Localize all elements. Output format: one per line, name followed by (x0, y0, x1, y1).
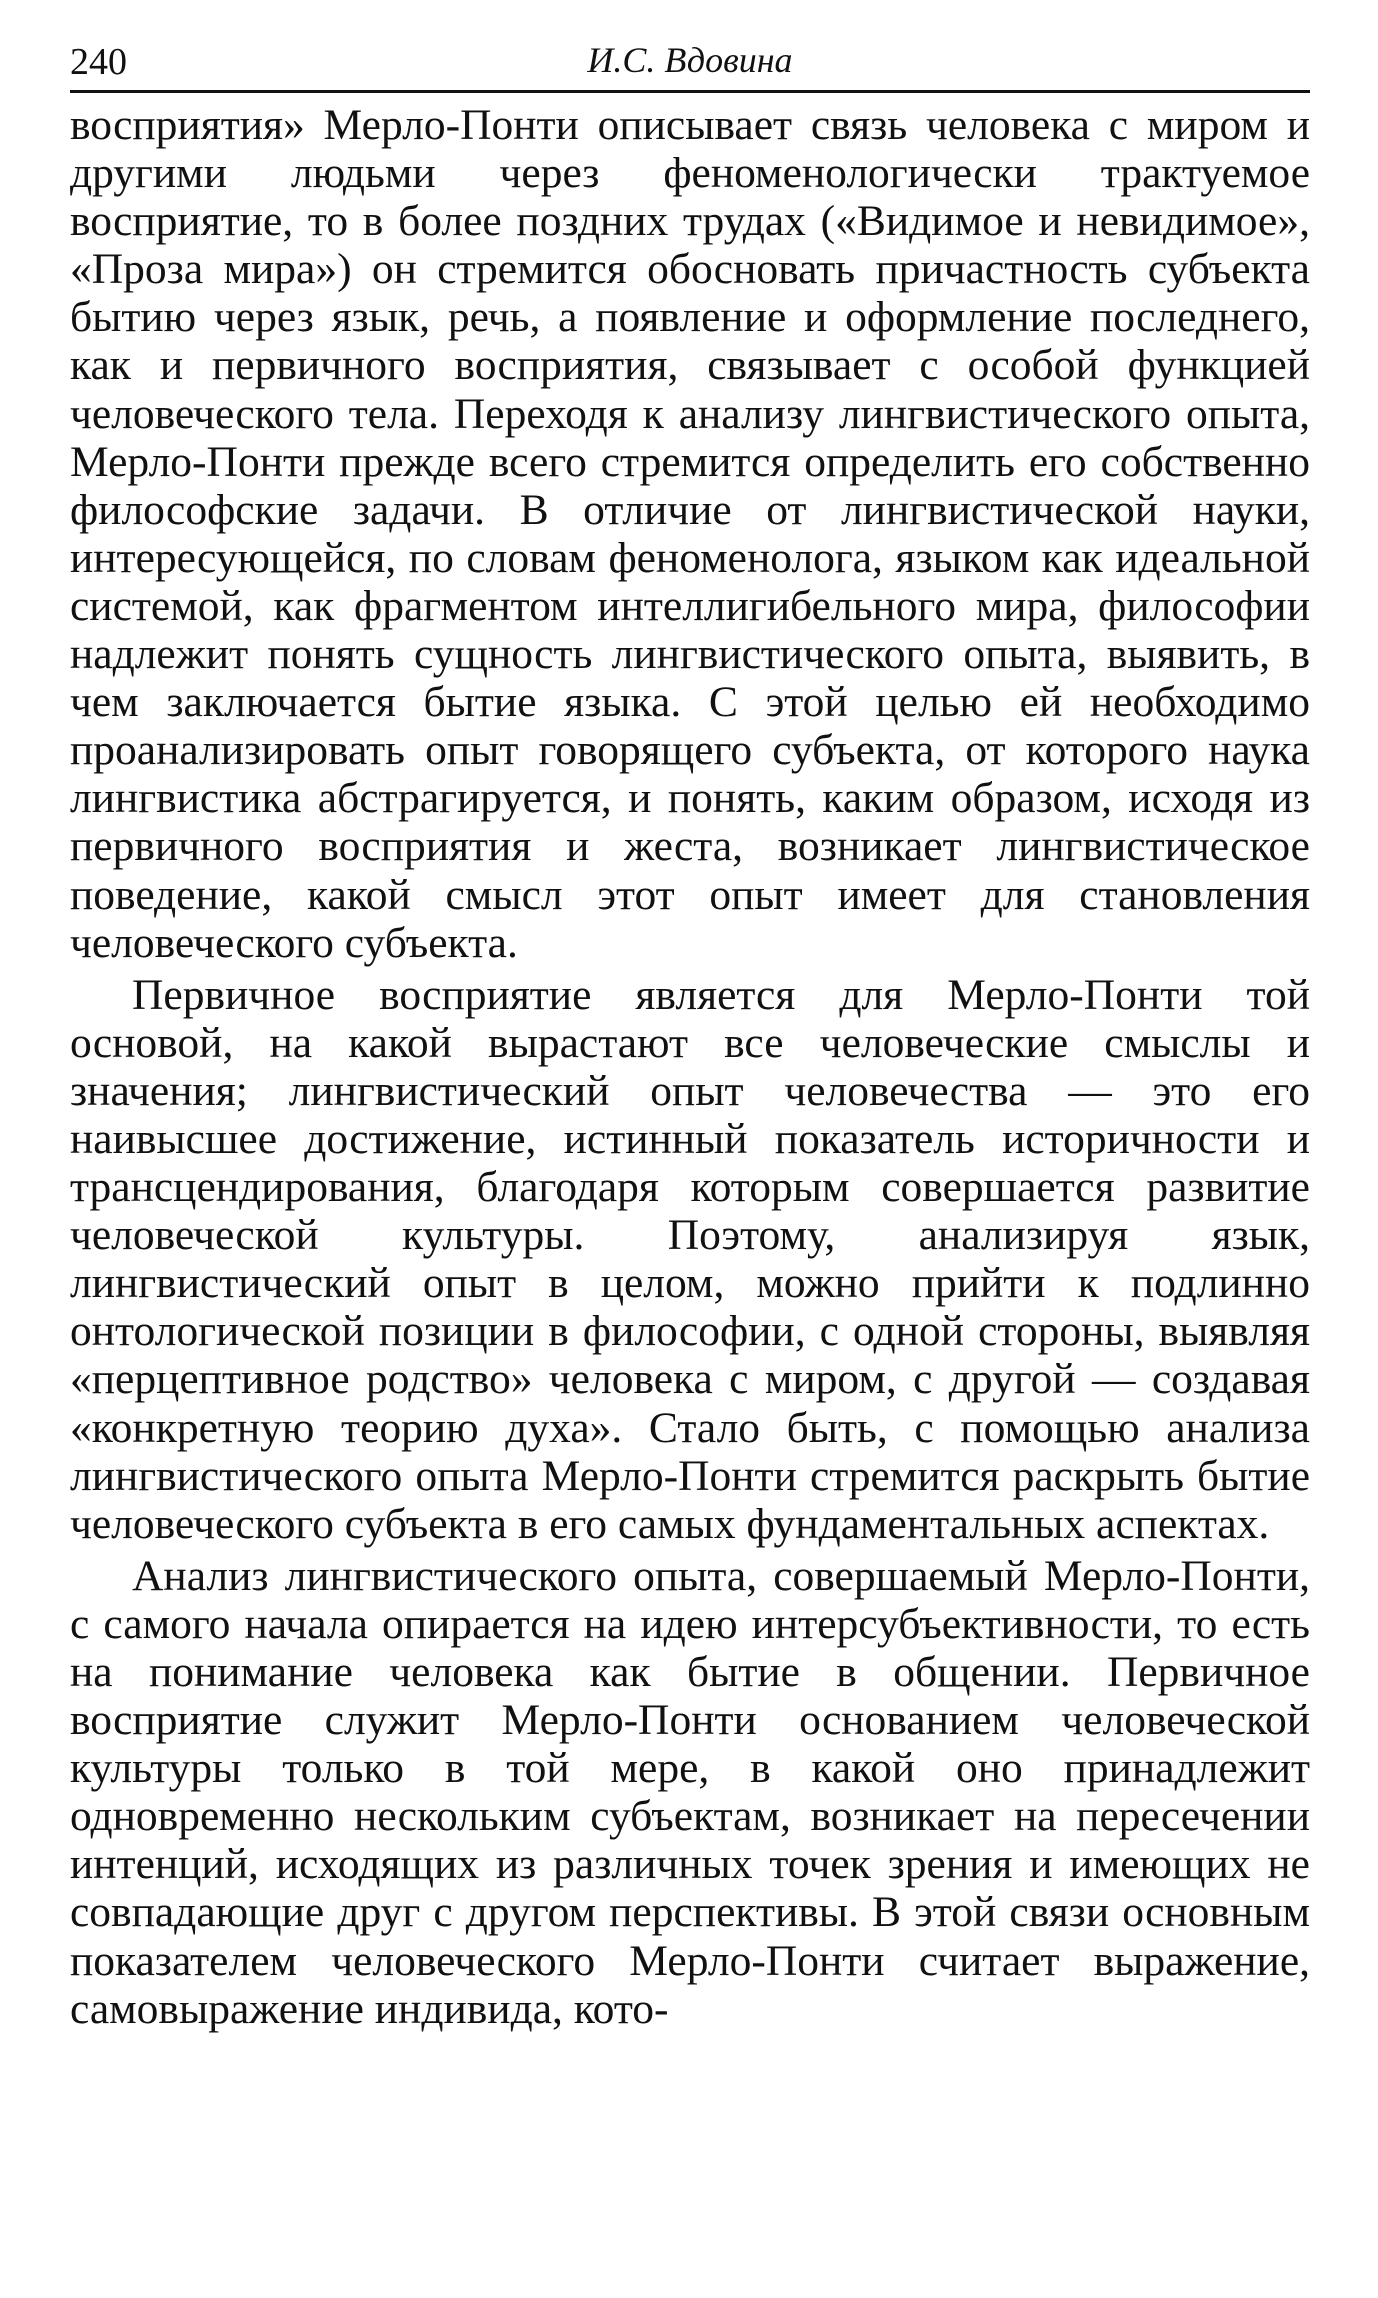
paragraph-continued: восприятия» Мерло-Понти описывает связь человека с миром и другими людьми через феноменологически трактуемое восприятие, то в более поздних трудах («Видимое и невидимое», «Проза мира») он стремится обосновать причастность субъекта бытию через язык, речь, а появление и оформление последнего, как и первичного восприятия, связывает с особой функцией человеческого тела. Переходя к анализу лингвистического опыта, Мерло-Понти прежде всего стремится определить его собственно философские задачи. В отличие от лингвистической науки, интересующейся, по словам феноменолога, языком как идеальной системой, как фрагментом интеллигибельного мира, философии надлежит понять сущность лингвистического опыта, выявить, в чем заключается бытие языка. С этой целью ей необходимо проанализировать опыт говорящего субъекта, от которого наука лингвистика абстрагируется, и понять, каким образом, исходя из первичного восприятия и жеста, возникает лингвистическое поведение, какой смысл этот опыт имеет для становления человеческого субъекта. (70, 101, 1310, 967)
running-title-author: И.С. Вдовина (587, 40, 793, 80)
paragraph: Анализ лингвистического опыта, совершаемый Мерло-Понти, с самого начала опирается на идею интерсубъективности, то есть на понимание человека как бытие в общении. Первичное восприятие служит Мерло-Понти основанием человеческой культуры только в той мере, в какой оно принадлежит одновременно нескольким субъектам, возникает на пересечении интенций, исходящих из различных точек зрения и имеющих не совпадающие друг с другом перспективы. В этой связи основным показателем человеческого Мерло-Понти считает выражение, самовыражение индивида, кото- (70, 1551, 1310, 2033)
body-text (70, 101, 1310, 2033)
paragraph: Первичное восприятие является для Мерло-Понти той основой, на какой вырастают все человеческие смыслы и значения; лингвистический опыт человечества — это его наивысшее достижение, истинный показатель историчности и трансцендирования, благодаря которым совершается развитие человеческой культуры. Поэтому, анализируя язык, лингвистический опыт в целом, можно прийти к подлинно онтологической позиции в философии, с одной стороны, выявляя «перцептивное родство» человека с миром, с другой — создавая «конкретную теорию духа». Стало быть, с помощью анализа лингвистического опыта Мерло-Понти стремится раскрыть бытие человеческого субъекта в его самых фундаментальных аспектах. (70, 970, 1310, 1548)
running-head (70, 34, 1310, 90)
book-page (70, 34, 1310, 2033)
header-rule (70, 90, 1310, 93)
page-number: 240 (70, 41, 127, 83)
